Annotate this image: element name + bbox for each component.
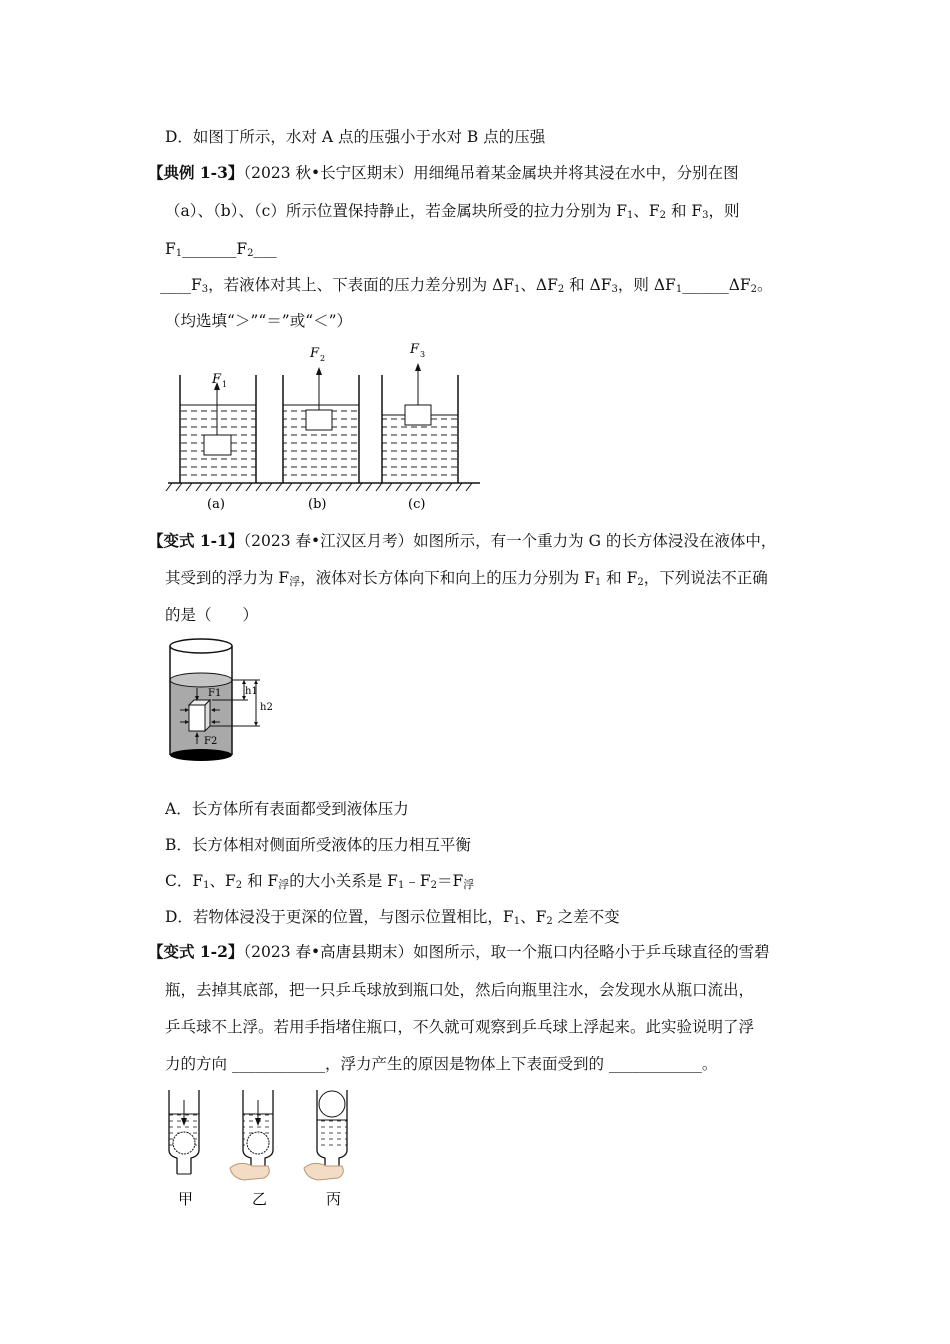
container-b <box>283 346 359 512</box>
option-d <box>165 906 620 933</box>
option-c <box>165 870 474 897</box>
container-c <box>382 342 458 512</box>
example-tag: 【典例 1-3】 <box>148 163 244 182</box>
text: ______ΔF <box>682 276 751 294</box>
sub: 2 <box>247 248 254 259</box>
text: ，若液体对其上、下表面的压力差分别为 ΔF <box>208 276 515 294</box>
variant-1-2-line-1 <box>148 941 770 963</box>
text: 、F <box>520 908 547 926</box>
blank-1: ____________ <box>231 1055 325 1073</box>
label-a: (a) <box>207 497 225 512</box>
text: 、F <box>209 872 236 890</box>
sub: 1 <box>513 916 521 927</box>
bottle-jia <box>169 1090 199 1208</box>
text: （2023 春•高唐县期末）如图所示，取一个瓶口内径略小于乒乓球直径的雪碧 <box>243 943 770 961</box>
bottle-bing <box>304 1090 347 1208</box>
label-c: (c) <box>408 497 426 512</box>
text: 之差不变 <box>552 908 620 926</box>
sub: 1 <box>675 284 683 295</box>
bottle-figure <box>160 1082 370 1212</box>
h2-label: h2 <box>260 702 273 713</box>
label-bing: 丙 <box>326 1190 342 1208</box>
text: ，则 ΔF <box>617 276 676 294</box>
text: _______F <box>182 240 248 258</box>
text: C．F <box>165 872 204 890</box>
text: ，下列说法不正确 <box>643 569 768 587</box>
f3-label: F <box>410 342 420 357</box>
example-1-3-line-2 <box>165 200 740 227</box>
f3-sub: 3 <box>420 350 426 359</box>
text: ﹣F <box>404 872 431 890</box>
text: 和 F <box>242 872 279 890</box>
sub: 浮 <box>463 878 475 891</box>
sub: 1 <box>175 248 183 259</box>
variant-1-2-line-2: 瓶，去掉其底部，把一只乒乓球放到瓶口处，然后向瓶里注水，会发现水从瓶口流出， <box>165 981 755 999</box>
text: D．若物体浸没于更深的位置，与图示位置相比，F <box>165 908 514 926</box>
blank-2: ____________ <box>608 1055 702 1073</box>
sub: 1 <box>594 577 602 588</box>
variant-1-1-line-2 <box>165 567 768 594</box>
sub: 浮 <box>289 575 301 588</box>
f1-label: F <box>212 372 222 387</box>
h1-label: h1 <box>245 686 258 697</box>
text: ____F <box>160 276 202 294</box>
variant-1-1-line-1 <box>148 530 776 552</box>
variant-1-2-line-3: 乒乓球不上浮。若用手指堵住瓶口，不久就可观察到乒乓球上浮起来。此实验说明了浮 <box>165 1018 755 1036</box>
variant-1-2-line-4 <box>165 1053 717 1075</box>
variant-1-1-line-3: 的是（ ） <box>165 606 259 624</box>
text: 。 <box>701 1055 718 1073</box>
example-1-3-line-5: （均选填“＞”“＝”或“＜”） <box>165 312 353 330</box>
sub: 2 <box>546 916 553 927</box>
text: ___ <box>253 240 277 258</box>
sub: 浮 <box>278 878 290 891</box>
option-d-prev: D．如图丁所示，水对 A 点的压强小于水对 B 点的压强 <box>165 128 546 146</box>
container-a <box>180 372 256 512</box>
text: ，液体对长方体向下和向上的压力分别为 F <box>300 569 595 587</box>
label-b: (b) <box>308 497 327 512</box>
sub: 1 <box>203 880 210 891</box>
text: F <box>165 240 176 258</box>
label-jia: 甲 <box>178 1190 194 1208</box>
sub: 2 <box>235 880 243 891</box>
example-1-3-line-3 <box>165 238 277 265</box>
sub: 2 <box>637 577 644 588</box>
cylinder-figure <box>160 630 285 770</box>
f2-label: F2 <box>204 736 218 747</box>
f2-label: F <box>310 346 320 361</box>
label-yi: 乙 <box>252 1190 268 1208</box>
text: （2023 秋•长宁区期末）用细绳吊着某金属块并将其浸在水中，分别在图 <box>243 164 739 182</box>
sub: 1 <box>397 880 405 891</box>
f1-label: F1 <box>208 688 222 699</box>
text: 其受到的浮力为 F <box>165 569 290 587</box>
text: （2023 春•江汉区月考）如图所示，有一个重力为 G 的长方体浸没在液体中， <box>243 532 777 550</box>
text: 和 ΔF <box>564 276 612 294</box>
sub: 3 <box>201 284 209 295</box>
text: 和 F <box>601 569 638 587</box>
text: （a）、（b）、（c）所示位置保持静止，若金属块所受的拉力分别为 F <box>165 202 628 220</box>
sub: 2 <box>659 210 667 221</box>
sub: 2 <box>557 284 565 295</box>
f2-sub: 2 <box>320 354 326 363</box>
text: 的大小关系是 F <box>289 872 398 890</box>
text: ，则 <box>708 202 740 220</box>
example-1-3-line-4 <box>160 274 773 301</box>
text: 、ΔF <box>520 276 558 294</box>
text: 和 F <box>666 202 703 220</box>
text: 、F <box>633 202 660 220</box>
sub: 1 <box>627 210 634 221</box>
sub: 1 <box>514 284 521 295</box>
text: ＝F <box>436 872 464 890</box>
sub: 3 <box>702 210 709 221</box>
text: 力的方向 <box>165 1055 232 1073</box>
text: 。 <box>757 276 773 294</box>
bottle-yi <box>230 1090 273 1208</box>
example-1-3-line-1 <box>148 162 739 184</box>
f1-sub: 1 <box>222 380 228 389</box>
variant-tag: 【变式 1-1】 <box>148 531 244 550</box>
text: ，浮力产生的原因是物体上下表面受到的 <box>324 1055 609 1073</box>
sub: 2 <box>430 880 437 891</box>
tension-figure <box>160 335 490 520</box>
variant-tag: 【变式 1-2】 <box>148 942 244 961</box>
option-b: B．长方体相对侧面所受液体的压力相互平衡 <box>165 836 471 854</box>
option-a: A．长方体所有表面都受到液体压力 <box>165 800 409 818</box>
sub: 2 <box>750 284 758 295</box>
sub: 3 <box>611 284 618 295</box>
